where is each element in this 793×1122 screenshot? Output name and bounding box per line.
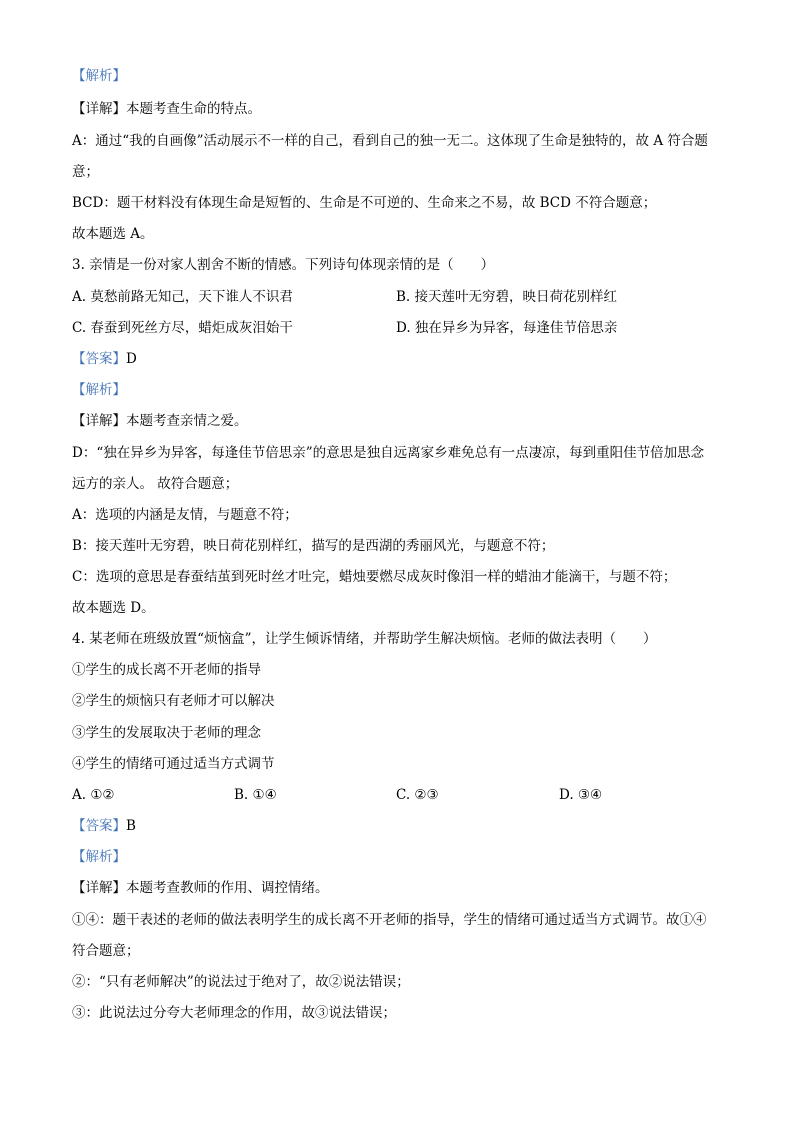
explanation-line: 意； [72, 164, 99, 180]
explanation-line: D：“独在异乡为异客，每逢佳节倍思亲”的意思是独自远离家乡难免总有一点凄凉，每到重阳佳节倍加思念 [72, 445, 705, 461]
question-3-option-a: A. 莫愁前路无知己，天下谁人不识君 [72, 289, 293, 305]
explanation-line: A：选项的内涵是友情，与题意不符； [72, 507, 298, 523]
explanation-line: B：接天莲叶无穷碧，映日荷花别样红，描写的是西湖的秀丽风光，与题意不符； [72, 538, 555, 554]
explanation-line: A：通过“我的自画像”活动展示不一样的自己，看到自己的独一无二。这体现了生命是独特的，故 A 符合题 [72, 133, 708, 149]
answer-label: 【答案】 [72, 351, 126, 367]
question-4-stem: 4. 某老师在班级放置“烦恼盒”，让学生倾诉情绪，并帮助学生解决烦恼。老师的做法表明（ ） [72, 631, 657, 647]
question-3-option-d: D. 独在异乡为异客，每逢佳节倍思亲 [396, 320, 618, 336]
explanation-line: 符合题意； [72, 943, 140, 959]
answer-row [72, 350, 137, 368]
answer-row [72, 817, 136, 835]
question-4-option-c: C. ②③ [396, 787, 439, 803]
explanation-line: BCD：题干材料没有体现生命是短暂的、生命是不可逆的、生命来之不易，故 BCD 不符合题意； [72, 195, 657, 211]
conclusion-line: 故本题选 D。 [72, 600, 155, 616]
answer-value: B [126, 818, 136, 834]
analysis-label: 【解析】 [72, 849, 126, 865]
answer-label: 【答案】 [72, 818, 126, 834]
conclusion-line: 故本题选 A。 [72, 226, 154, 242]
analysis-label: 【解析】 [72, 382, 126, 398]
analysis-label: 【解析】 [72, 68, 126, 84]
statement-item: ②学生的烦恼只有老师才可以解决 [72, 693, 275, 709]
detail-heading: 【详解】本题考查生命的特点。 [72, 101, 261, 117]
statement-item: ③学生的发展取决于老师的理念 [72, 725, 261, 741]
explanation-line: ②：“只有老师解决”的说法过于绝对了，故②说法错误； [72, 974, 410, 990]
answer-value: D [126, 351, 137, 367]
question-3-option-b: B. 接天莲叶无穷碧，映日荷花别样红 [396, 289, 618, 305]
explanation-line: ③：此说法过分夸大老师理念的作用，故③说法错误； [72, 1005, 396, 1021]
question-3-stem: 3. 亲情是一份对家人割舍不断的情感。下列诗句体现亲情的是（ ） [72, 257, 495, 273]
explanation-line: ①④：题干表述的老师的做法表明学生的成长离不开老师的指导，学生的情绪可通过适当方式调节。故①④ [72, 912, 707, 928]
question-4-option-d: D. ③④ [559, 787, 603, 803]
explanation-line: 远方的亲人。 故符合题意； [72, 476, 239, 492]
statement-item: ①学生的成长离不开老师的指导 [72, 662, 261, 678]
question-4-option-b: B. ①④ [234, 787, 277, 803]
detail-heading: 【详解】本题考查教师的作用、调控情绪。 [72, 880, 329, 896]
question-4-option-a: A. ①② [72, 787, 115, 803]
question-3-option-c: C. 春蚕到死丝方尽，蜡炬成灰泪始干 [72, 320, 293, 336]
explanation-line: C：选项的意思是春蚕结茧到死时丝才吐完，蜡烛要燃尽成灰时像泪一样的蜡油才能滴干，与题不符； [72, 569, 677, 585]
statement-item: ④学生的情绪可通过适当方式调节 [72, 756, 275, 772]
detail-heading: 【详解】本题考查亲情之爱。 [72, 413, 248, 429]
